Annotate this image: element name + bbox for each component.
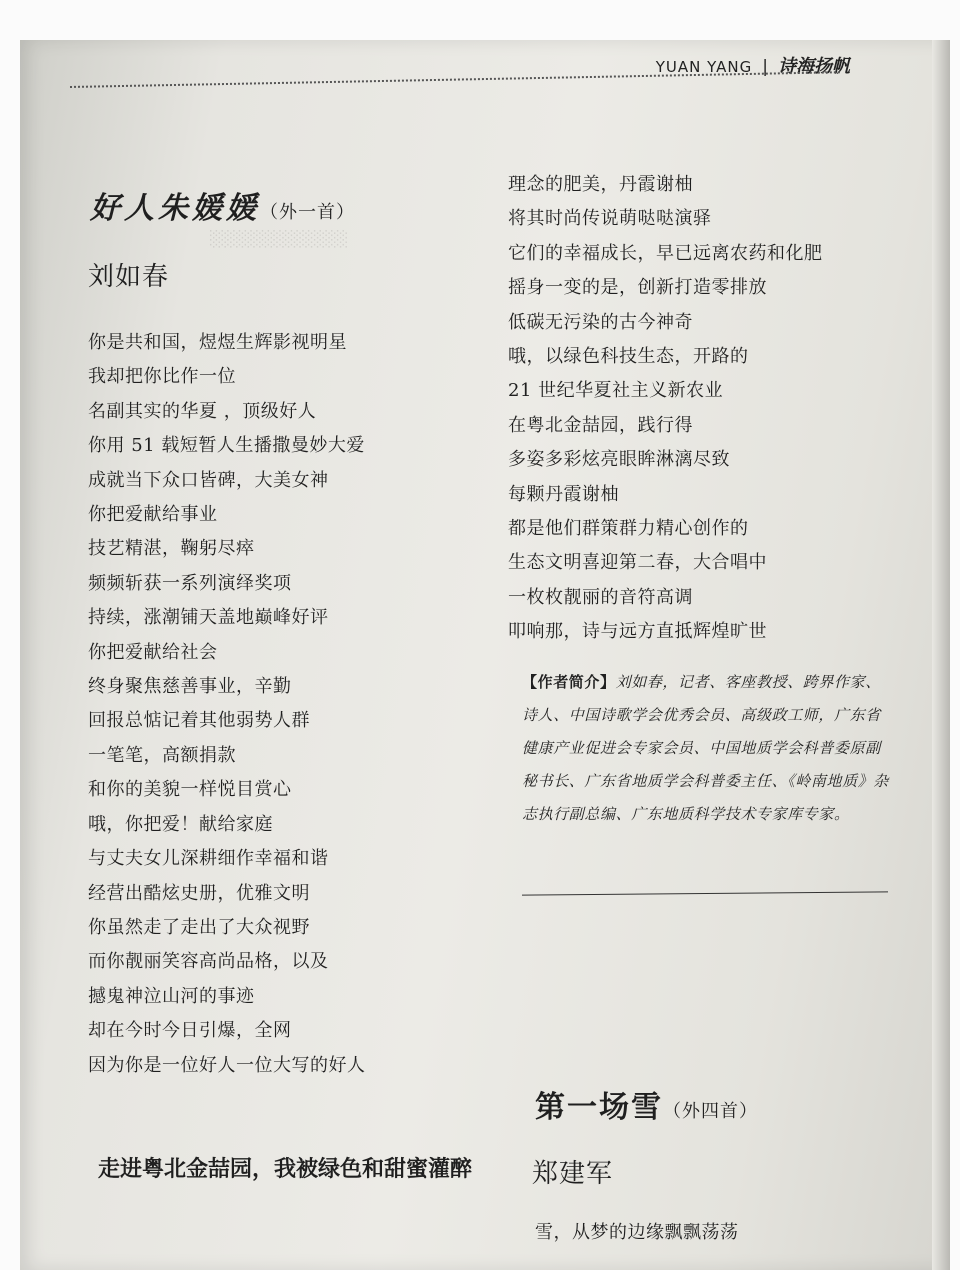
poem-line: 一笔笔，高额捐款: [88, 744, 236, 766]
poem-line: 在粤北金喆园，践行得: [508, 414, 693, 436]
poem-line: 你把爱献给事业: [88, 504, 218, 526]
poem-line: 和你的美貌一样悦目赏心: [88, 779, 292, 801]
poem-line: 21 世纪华夏社主义新农业: [508, 380, 724, 402]
poem3-lines: [535, 1216, 739, 1250]
poem-line: 你是共和国，煜煜生辉影视明星: [88, 332, 347, 353]
poem-line: 摇身一变的是，创新打造零排放: [508, 277, 767, 299]
poem-line: 我却把你比作一位: [88, 366, 236, 388]
bio-text: 刘如春，记者、客座教授、跨界作家、诗人、中国诗歌学会优秀会员、高级政工师，广东省健康产业促进会专家会员、中国地质学会科普委原副秘书长、广东省地质学会科普委主任、《岭南地质》杂志执行副总编、广东地质科学技术专家库专家。: [522, 673, 889, 823]
poem-line: 生态文明喜迎第二春，大合唱中: [508, 552, 767, 574]
poem1-title-block: [90, 183, 355, 227]
poem3-title: 第一场雪（外四首）: [535, 1090, 758, 1125]
poem-line: 将其时尚传说萌哒哒演驿: [508, 208, 712, 230]
author-bio: [522, 666, 892, 831]
poem-line: 成就当下众口皆碑，大美女神: [88, 469, 329, 491]
poem-line: 却在今时今日引爆，全网: [88, 1020, 292, 1042]
poem1-lines: [88, 326, 366, 1083]
poem3-title-suffix: （外四首）: [663, 1101, 758, 1122]
poem-line: 回报总惦记着其他弱势人群: [88, 710, 310, 732]
poem-line: 低碳无污染的古今神奇: [508, 311, 693, 333]
poem-line: 你用 51 载短暂人生播撒曼妙大爱: [88, 435, 365, 457]
poem3-title-block: [535, 1082, 758, 1126]
poem-line: 都是他们群策群力精心创作的: [508, 518, 749, 540]
poem2-title: 走进粤北金喆园，我被绿色和甜蜜灌醉: [98, 1157, 473, 1182]
show-through-text: ░░░░░░░░░░░░: [210, 230, 349, 248]
poem-line: 一枚枚靓丽的音符高调: [508, 586, 693, 608]
poem-line: 持续，涨潮铺天盖地巅峰好评: [88, 607, 329, 629]
poem1-author-block: [88, 256, 169, 293]
poem-line: 雪，从梦的边缘飘飘荡荡: [535, 1222, 739, 1243]
poem-line: 终身聚焦慈善事业，辛勤: [88, 676, 292, 698]
poem-line: 名副其实的华夏 ，顶级好人: [88, 400, 317, 422]
poem-line: 哦，以绿色科技生态，开路的: [508, 346, 749, 368]
poem-line: 每颗丹霞谢柚: [508, 483, 619, 505]
poem-line: 哦，你把爱！献给家庭: [88, 813, 273, 835]
poem1-author: 刘如春: [88, 262, 170, 292]
poem-line: 你虽然走了走出了大众视野: [88, 916, 310, 938]
header-separator: |: [762, 57, 768, 77]
poem1-title-suffix: （外一首）: [260, 202, 355, 223]
poem2-lines: [508, 168, 823, 650]
header-section: 诗海扬帆: [778, 56, 850, 77]
poem-line: 叩响那，诗与远方直抵辉煌旷世: [508, 621, 767, 643]
poem-line: 而你靓丽笑容高尚品格，以及: [88, 951, 329, 973]
page-edge: [932, 40, 950, 1270]
bio-label: 【作者简介】: [522, 673, 616, 691]
poem-line: 它们的幸福成长，早已远离农药和化肥: [508, 242, 823, 264]
poem3-author-block: [532, 1153, 613, 1190]
header-latin: YUAN YANG: [655, 58, 753, 76]
poem-line: 多姿多彩炫亮眼眸淋漓尽致: [508, 449, 730, 471]
poem-line: 你把爱献给社会: [88, 641, 218, 663]
poem-line: 经营出酷炫史册，优雅文明: [88, 882, 310, 904]
poem-line: 撼鬼神泣山河的事迹: [88, 985, 255, 1007]
poem-line: 因为你是一位好人一位大写的好人: [88, 1054, 366, 1076]
poem1-title: 好人朱媛媛（外一首）: [90, 191, 355, 226]
poem-line: 技艺精湛，鞠躬尽瘁: [88, 538, 255, 560]
running-header: [656, 52, 850, 82]
poem-line: 频频斩获一系列演绎奖项: [88, 572, 292, 594]
poem3-author: 郑建军: [532, 1159, 614, 1189]
poem-line: 与丈夫女儿深耕细作幸福和谐: [88, 848, 329, 870]
poem-line: 理念的肥美，丹霞谢柚: [508, 174, 693, 195]
